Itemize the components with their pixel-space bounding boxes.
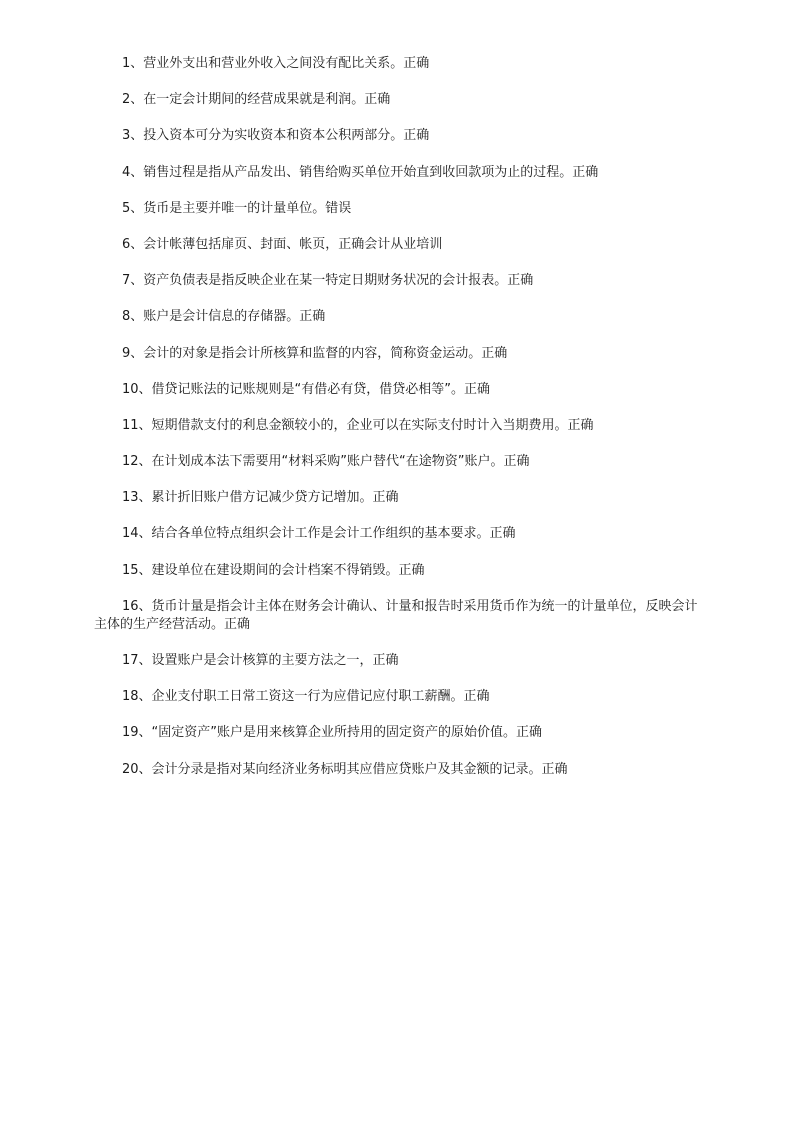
question-item-11: 11、短期借款支付的利息金额较小的，企业可以在实际支付时计入当期费用。正确 — [122, 417, 594, 433]
question-item-2: 2、在一定会计期间的经营成果就是利润。正确 — [122, 92, 391, 108]
question-item-17: 17、设置账户是会计核算的主要方法之一，正确 — [122, 653, 399, 668]
question-item-3: 3、投入资本可分为实收资本和资本公积两部分。正确 — [122, 128, 430, 144]
question-item-14: 14、结合各单位特点组织会计工作是会计工作组织的基本要求。正确 — [122, 526, 516, 542]
question-item-12: 12、在计划成本法下需要用“材料采购”账户替代“在途物资”账户。正确 — [122, 454, 530, 470]
question-item-16: 16、货币计量是指会计主体在财务会计确认、计量和报告时采用货币作为统一的计量单位，反映会计主体的生产经营活动。正确 — [94, 598, 698, 632]
question-item-5: 5、货币是主要并唯一的计量单位。错误 — [122, 200, 352, 216]
question-item-7: 7、资产负债表是指反映企业在某一特定日期财务状况的会计报表。正确 — [122, 273, 534, 289]
question-item-18: 18、企业支付职工日常工资这一行为应借记应付职工薪酬。正确 — [122, 689, 490, 705]
question-item-10: 10、借贷记账法的记账规则是“有借必有贷，借贷必相等”。正确 — [122, 381, 491, 397]
question-item-19: 19、“固定资产”账户是用来核算企业所持用的固定资产的原始价值。正确 — [122, 725, 543, 741]
question-item-20: 20、会计分录是指对某向经济业务标明其应借应贷账户及其金额的记录。正确 — [122, 761, 568, 777]
question-item-9: 9、会计的对象是指会计所核算和监督的内容，简称资金运动。正确 — [122, 345, 508, 361]
question-list — [94, 55, 706, 797]
question-item-4: 4、销售过程是指从产品发出、销售给购买单位开始直到收回款项为止的过程。正确 — [122, 164, 599, 180]
question-item-13: 13、累计折旧账户借方记减少贷方记增加。正确 — [122, 490, 399, 506]
question-item-8: 8、账户是会计信息的存储器。正确 — [122, 309, 326, 325]
question-item-15: 15、建设单位在建设期间的会计档案不得销毁。正确 — [122, 562, 425, 578]
question-item-6: 6、会计帐薄包括扉页、封面、帐页，正确会计从业培训 — [122, 236, 443, 252]
question-item-1: 1、营业外支出和营业外收入之间没有配比关系。正确 — [122, 56, 430, 71]
